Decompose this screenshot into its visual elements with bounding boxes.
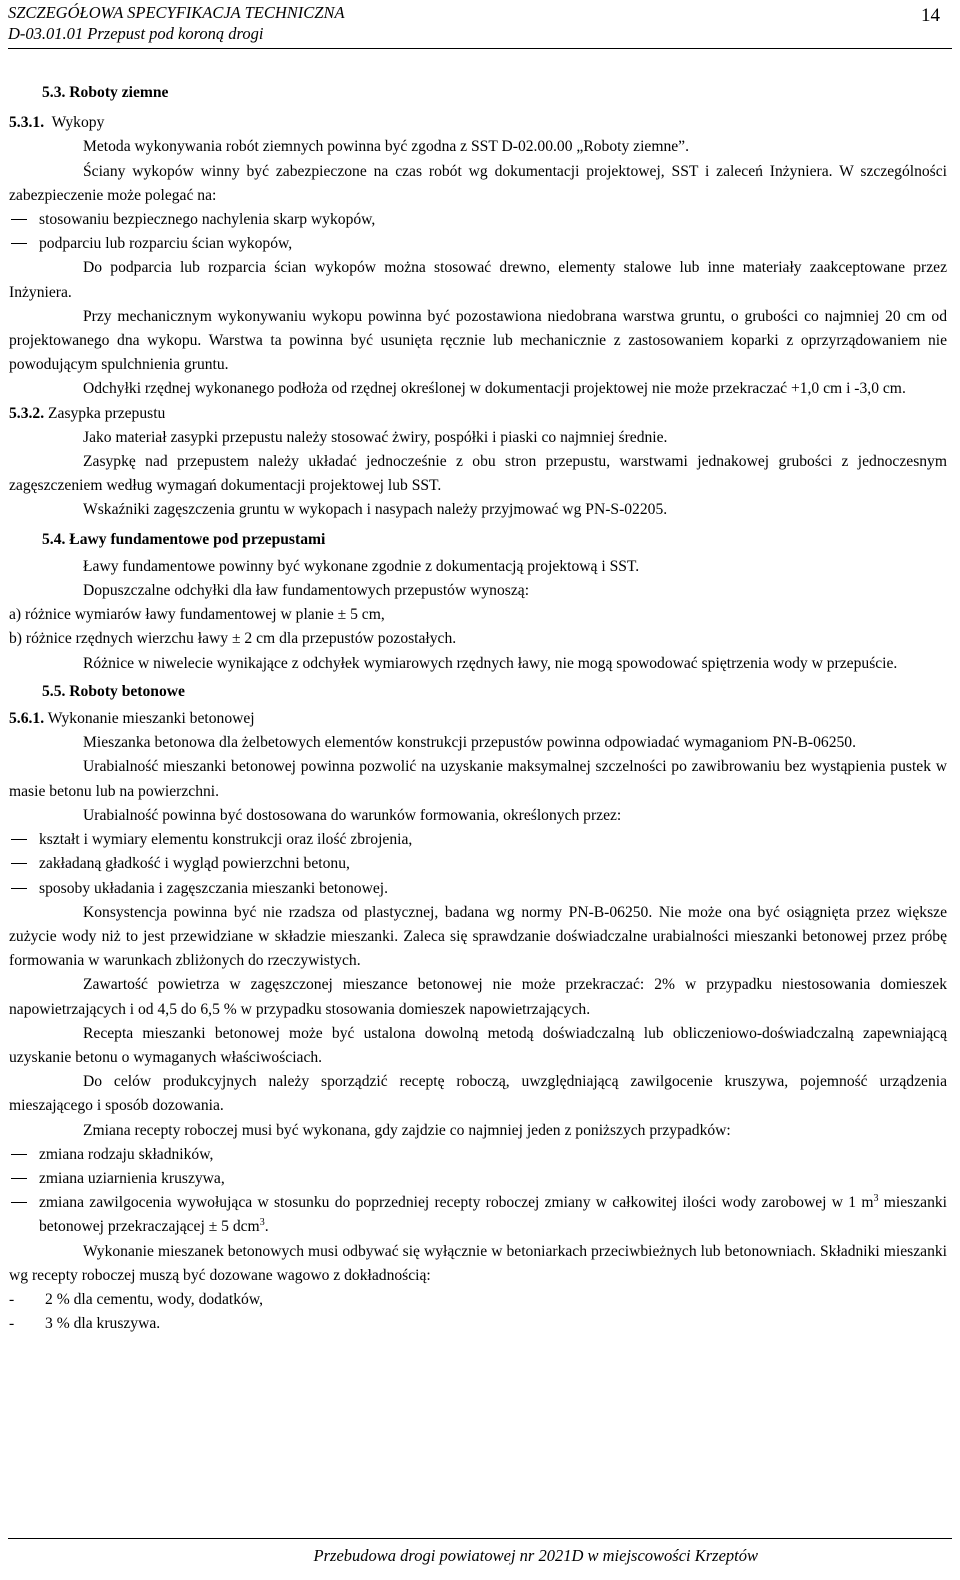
list-item: zmiana zawilgocenia wywołująca w stosunku do poprzedniej recepty roboczej zmiany w całkowitej ilości wody zarobowej w 1 $m^3$ mieszanki betonowej przekraczającej ± 5 dcm$^3$. <box>39 1193 947 1236</box>
paragraph: Zmiana recepty roboczej musi być wykonana, gdy zajdzie co najmniej jeden z poniższych przypadków: <box>83 1121 731 1139</box>
paragraph: Odchyłki rzędnej wykonanego podłoża od rzędnej określonej w dokumentacji projektowej nie może przekraczać +1,0 cm i -3,0 cm. <box>83 380 906 398</box>
paragraph: Konsystencja powinna być nie rzadsza od plastycznej, badana wg normy PN-B-06250. Nie może ona być osiągnięta przez większe zużycie wody niż to jest przewidziane w składzie mieszanki. Zaleca się sprawdzanie doświadczalne urabialności mieszanki betonowej przez próbę formowania w warunkach zbliżonych do rzeczywistych. <box>9 903 947 970</box>
list-item: sposoby układania i zagęszczania mieszanki betonowej. <box>39 879 389 897</box>
paragraph: Urabialność powinna być dostosowana do warunków formowania, określonych przez: <box>83 806 622 824</box>
header-subtitle: D-03.01.01 Przepust pod koroną drogi <box>8 24 264 43</box>
dash-list <box>9 1143 947 1240</box>
paragraph: Metoda wykonywania robót ziemnych powinna być zgodna z SST D-02.00.00 „Roboty ziemne”. <box>83 138 690 156</box>
paragraph: Do celów produkcyjnych należy sporządzić receptę roboczą, uwzględniającą zawilgocenie kruszywa, pojemność urządzenia mieszającego i sposób dozowania. <box>9 1073 947 1115</box>
paragraph: Urabialność mieszanki betonowej powinna pozwolić na uzyskanie maksymalnej szczelności po zawibrowaniu bez wystąpienia pustek w masie betonu lub na powierzchni. <box>9 758 947 800</box>
subsection-title: Wykopy <box>51 114 105 132</box>
section-heading-5-5: 5.5. Roboty betonowe <box>42 682 185 700</box>
dash-list <box>9 208 947 256</box>
list-item-a: a) różnice wymiarów ławy fundamentowej w planie ± 5 cm, <box>9 606 385 624</box>
page-header <box>8 2 952 44</box>
paragraph: Wykonanie mieszanek betonowych musi odbywać się wyłącznie w betoniarkach przeciwbieżnych lub betonowniach. Składniki mieszanki wg recepty roboczej muszą być dozowane wagowo z dokładnością: <box>9 1242 947 1284</box>
list-item: - 2 % dla cementu, wody, dodatków, <box>9 1290 263 1308</box>
paragraph: Wskaźniki zagęszczenia gruntu w wykopach i nasypach należy przyjmować wg PN-S-02205. <box>83 501 668 519</box>
paragraph: Zawartość powietrza w zagęszczonej mieszance betonowej nie może przekraczać: 2% w przypadku niestosowania domieszek napowietrzających i od 4,5 do 6,5 % w przypadku stosowania domieszek napowietrzających. <box>9 976 947 1018</box>
paragraph: Przy mechanicznym wykonywaniu wykopu powinna być pozostawiona niedobrana warstwa gruntu, o grubości co najmniej 20 cm od projektowanego dna wykopu. Warstwa ta powinna być usunięta ręcznie lub mechanicznie z zastosowaniem koparki z oprzyrządowaniem nie powodującym spulchnienia gruntu. <box>9 307 947 374</box>
header-title: SZCZEGÓŁOWA SPECYFIKACJA TECHNICZNA <box>8 3 345 22</box>
paragraph: Dopuszczalne odchyłki dla ław fundamentowych przepustów wynoszą: <box>83 582 530 600</box>
list-item: zmiana rodzaju składników, <box>39 1145 214 1163</box>
paragraph: Zasypkę nad przepustem należy układać jednocześnie z obu stron przepustu, warstwami jednakowej grubości z jednoczesnym zagęszczeniem według wymagań dokumentacji projektowej lub SST. <box>9 453 947 495</box>
list-item: podparciu lub rozparciu ścian wykopów, <box>39 235 293 253</box>
hyphen-list <box>9 1288 947 1336</box>
paragraph: Mieszanka betonowa dla żelbetowych elementów konstrukcji przepustów powinna odpowiadać wymaganiom PN-B-06250. <box>83 734 856 752</box>
subsection-heading-5-6-1: 5.6.1. Wykonanie mieszanki betonowej <box>9 710 255 728</box>
paragraph: Jako materiał zasypki przepustu należy stosować żwiry, pospółki i piaski co najmniej średnie. <box>83 428 668 446</box>
list-item: stosowaniu bezpiecznego nachylenia skarp wykopów, <box>39 211 376 229</box>
page-number: 14 <box>921 5 940 26</box>
list-item: zakładaną gładkość i wygląd powierzchni betonu, <box>39 855 350 873</box>
subsection-heading-5-3-1: 5.3.1. Wykopy <box>9 114 105 132</box>
section-heading-5-4: 5.4. Ławy fundamentowe pod przepustami <box>42 530 326 548</box>
footer-divider <box>8 1538 952 1539</box>
header-divider <box>8 48 952 49</box>
page-footer: Przebudowa drogi powiatowej nr 2021D w miejscowości Krzeptów <box>313 1546 758 1565</box>
paragraph: Do podparcia lub rozparcia ścian wykopów można stosować drewno, elementy stalowe lub inne materiały zaakceptowane przez Inżyniera. <box>9 259 947 301</box>
list-item: zmiana uziarnienia kruszywa, <box>39 1169 225 1187</box>
list-item-b: b) różnice rzędnych wierzchu ławy ± 2 cm dla przepustów pozostałych. <box>9 630 457 648</box>
paragraph: Recepta mieszanki betonowej może być ustalona dowolną metodą doświadczalną lub obliczeniowo-doświadczalną zapewniającą uzyskanie betonu o wymaganych właściwościach. <box>9 1024 947 1066</box>
paragraph: Różnice w niwelecie wynikające z odchyłek wymiarowych rzędnych ławy, nie mogą spowodować spiętrzenia wody w przepuście. <box>83 654 898 672</box>
section-heading-5-3: 5.3. Roboty ziemne <box>42 84 169 101</box>
paragraph: Ściany wykopów winny być zabezpieczone na czas robót wg dokumentacji projektowej, SST i zaleceń Inżyniera. W szczególności zabezpieczenie może polegać na: <box>9 162 947 204</box>
dash-list <box>9 828 947 901</box>
subsection-heading-5-3-2: 5.3.2. Zasypka przepustu <box>9 404 166 422</box>
list-item: kształt i wymiary elementu konstrukcji oraz ilość zbrojenia, <box>39 831 413 849</box>
paragraph: Ławy fundamentowe powinny być wykonane zgodnie z dokumentacją projektową i SST. <box>83 557 640 575</box>
list-item: - 3 % dla kruszywa. <box>9 1315 161 1333</box>
document-body <box>9 80 947 1336</box>
